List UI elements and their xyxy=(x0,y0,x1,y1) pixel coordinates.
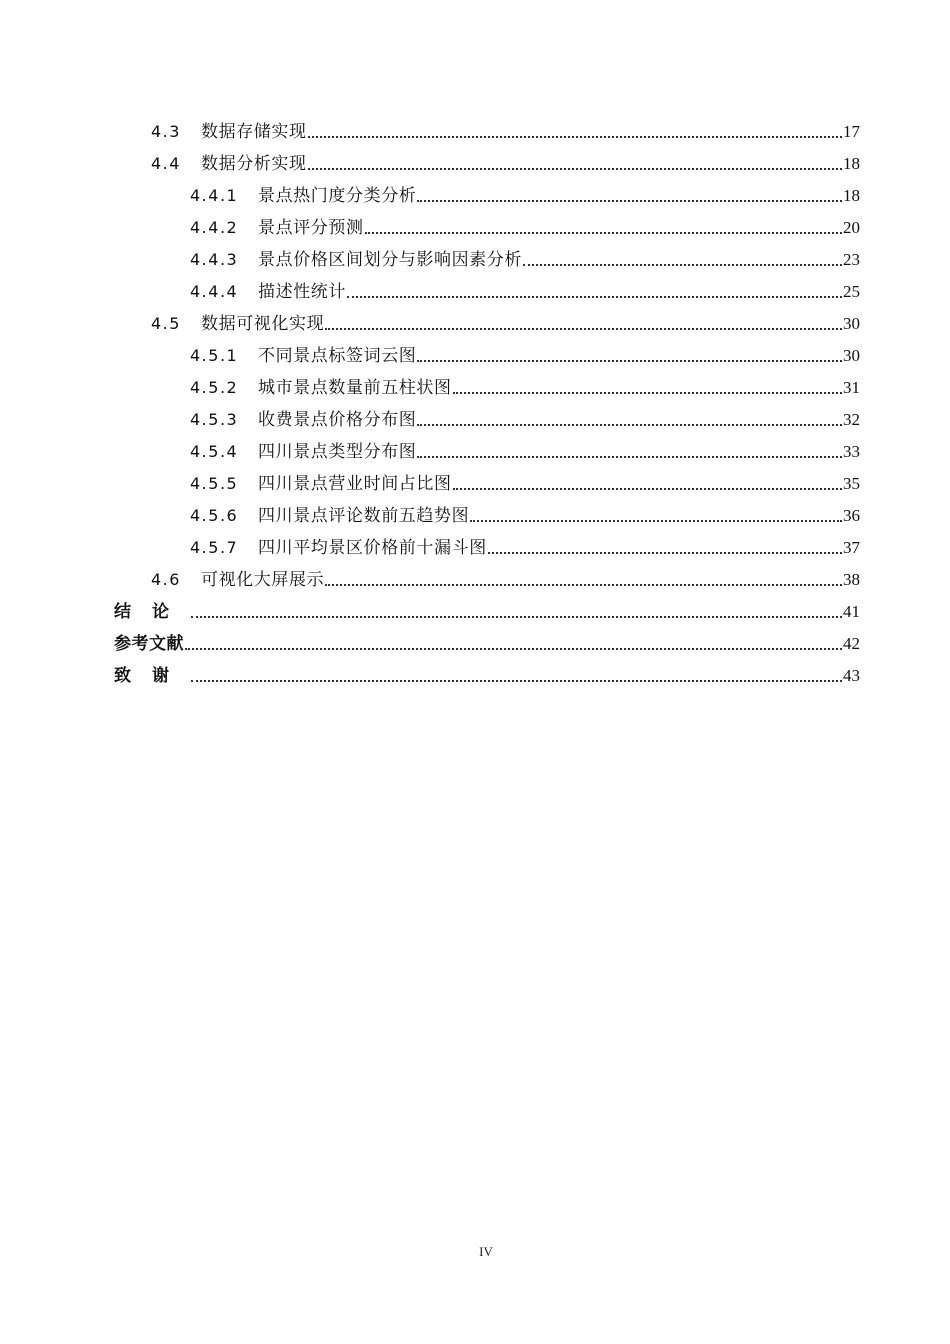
toc-entry-title: 收费景点价格分布图 xyxy=(258,410,417,430)
toc-entry-title: 参考文献 xyxy=(114,634,184,654)
dot-leader xyxy=(191,679,842,682)
toc-entry-title: 结论 xyxy=(114,602,190,622)
dot-leader xyxy=(453,391,842,394)
page-footer xyxy=(0,1244,950,1260)
toc-entry-title: 景点热门度分类分析 xyxy=(258,186,417,206)
dot-leader xyxy=(325,327,842,330)
toc-entry-page: 31 xyxy=(843,378,860,397)
dot-leader xyxy=(417,423,842,426)
toc-entry-page: 37 xyxy=(843,538,860,557)
toc-entry-number: 4.6 xyxy=(151,570,181,589)
toc-entry-page: 38 xyxy=(843,570,860,589)
toc-entry-page: 35 xyxy=(843,474,860,493)
dot-leader xyxy=(488,551,842,554)
dot-leader xyxy=(347,295,842,298)
toc-entry-title: 数据分析实现 xyxy=(201,154,307,174)
toc-entry-4-5-3[interactable] xyxy=(0,404,860,436)
toc-entry-title: 城市景点数量前五柱状图 xyxy=(258,378,452,398)
toc-entry-page: 30 xyxy=(843,346,860,365)
toc-entry-title: 数据可视化实现 xyxy=(201,314,325,334)
toc-entry-number: 4.3 xyxy=(151,122,181,141)
toc-entry-page: 43 xyxy=(843,666,860,685)
toc-entry-title: 四川景点类型分布图 xyxy=(258,442,417,462)
toc-entry-title: 景点价格区间划分与影响因素分析 xyxy=(258,250,522,270)
toc-entry-4-4[interactable] xyxy=(0,148,860,180)
toc-entry-4-5-1[interactable] xyxy=(0,340,860,372)
dot-leader xyxy=(191,615,842,618)
dot-leader xyxy=(365,231,842,234)
toc-entry-conclusion[interactable] xyxy=(0,596,860,628)
toc-entry-4-5-2[interactable] xyxy=(0,372,860,404)
toc-entry-title: 景点评分预测 xyxy=(258,218,364,238)
toc-entry-page: 23 xyxy=(843,250,860,269)
dot-leader xyxy=(417,199,842,202)
toc-entry-page: 42 xyxy=(843,634,860,653)
toc-entry-4-5[interactable] xyxy=(0,308,860,340)
toc-entry-number: 4.5.6 xyxy=(190,506,239,525)
dot-leader xyxy=(308,135,842,138)
toc-entry-page: 32 xyxy=(843,410,860,429)
toc-entry-4-4-4[interactable] xyxy=(0,276,860,308)
toc-entry-number: 4.5.5 xyxy=(190,474,239,493)
toc-entry-number: 4.5.4 xyxy=(190,442,239,461)
toc-entry-title: 四川平均景区价格前十漏斗图 xyxy=(258,538,487,558)
toc-entry-number: 4.4.2 xyxy=(190,218,239,237)
toc-entry-page: 20 xyxy=(843,218,860,237)
toc-entry-title: 四川景点评论数前五趋势图 xyxy=(258,506,470,526)
toc-entry-page: 41 xyxy=(843,602,860,621)
toc-entry-4-3[interactable] xyxy=(0,116,860,148)
dot-leader xyxy=(417,455,842,458)
dot-leader xyxy=(417,359,842,362)
toc-entry-references[interactable] xyxy=(0,628,860,660)
toc-entry-4-5-4[interactable] xyxy=(0,436,860,468)
toc-entry-title: 不同景点标签词云图 xyxy=(258,346,417,366)
toc-entry-acknowledgements[interactable] xyxy=(0,660,860,692)
toc-entry-title: 可视化大屏展示 xyxy=(201,570,325,590)
toc-entry-page: 33 xyxy=(843,442,860,461)
dot-leader xyxy=(308,167,842,170)
toc-entry-page: 25 xyxy=(843,282,860,301)
toc-entry-4-5-7[interactable] xyxy=(0,532,860,564)
toc-entry-title: 数据存储实现 xyxy=(201,122,307,142)
dot-leader xyxy=(453,487,842,490)
toc-entry-page: 18 xyxy=(843,186,860,205)
toc-entry-4-5-6[interactable] xyxy=(0,500,860,532)
toc-entry-number: 4.4.4 xyxy=(190,282,239,301)
toc-entry-4-4-2[interactable] xyxy=(0,212,860,244)
toc-entry-title: 致谢 xyxy=(114,666,190,686)
toc-entry-number: 4.5.1 xyxy=(190,346,239,365)
toc-entry-number: 4.5.2 xyxy=(190,378,239,397)
toc-entry-4-5-5[interactable] xyxy=(0,468,860,500)
dot-leader xyxy=(185,647,842,650)
toc-entry-4-6[interactable] xyxy=(0,564,860,596)
toc-entry-page: 36 xyxy=(843,506,860,525)
toc-entry-number: 4.4.1 xyxy=(190,186,239,205)
toc-entry-title: 四川景点营业时间占比图 xyxy=(258,474,452,494)
toc-entry-page: 30 xyxy=(843,314,860,333)
toc-entry-number: 4.4.3 xyxy=(190,250,239,269)
toc-entry-page: 18 xyxy=(843,154,860,173)
toc-entry-number: 4.5.3 xyxy=(190,410,239,429)
toc-entry-number: 4.5.7 xyxy=(190,538,239,557)
page-number: IV xyxy=(479,1244,493,1259)
dot-leader xyxy=(325,583,842,586)
table-of-contents xyxy=(0,116,950,692)
dot-leader xyxy=(470,519,842,522)
toc-entry-page: 17 xyxy=(843,122,860,141)
dot-leader xyxy=(523,263,842,266)
toc-entry-4-4-1[interactable] xyxy=(0,180,860,212)
toc-entry-number: 4.5 xyxy=(151,314,181,333)
toc-entry-number: 4.4 xyxy=(151,154,181,173)
toc-entry-4-4-3[interactable] xyxy=(0,244,860,276)
toc-entry-title: 描述性统计 xyxy=(258,282,346,302)
